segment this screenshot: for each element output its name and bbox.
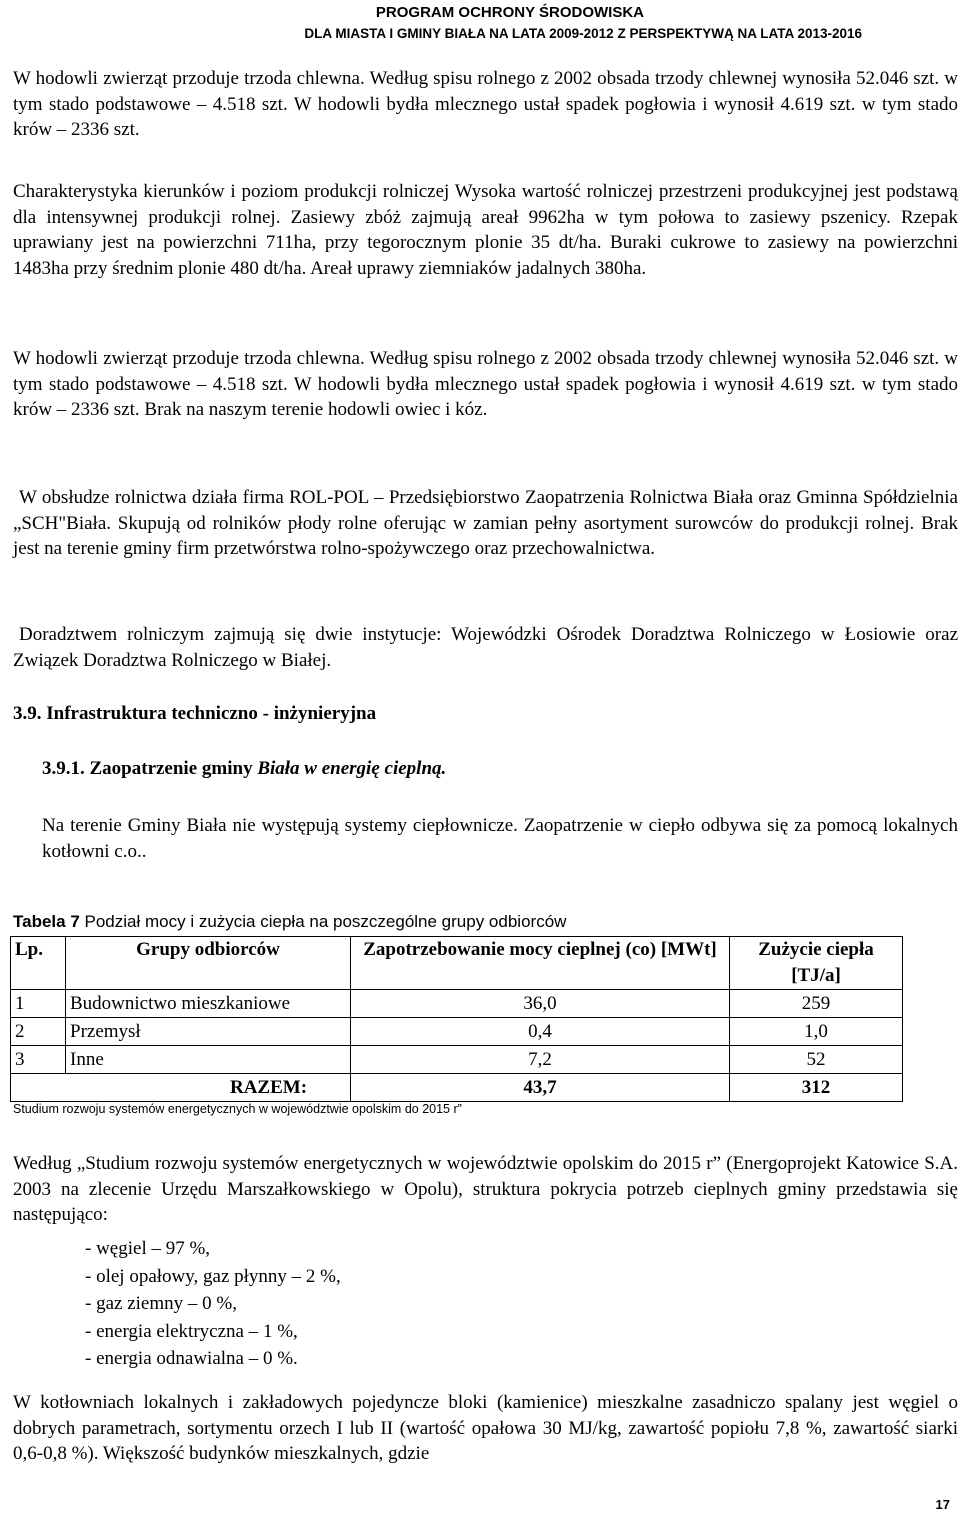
page-number: 17 [935, 1497, 950, 1512]
table-cell: 36,0 [351, 990, 730, 1018]
paragraph-services: W obsłudze rolnictwa działa firma ROL-POL – Przedsiębiorstwo Zaopatrzenia Rolnictwa Biała oraz Gminna Spółdzielnia „SCH"Biała. Skupują od rolników płody rolne oferując w zamian pełny asortyment surowców do produkcji rolnej. Brak jest na terenie gminy firm przetwórstwa rolno-spożywczego oraz przechowalnictwa. [13, 487, 958, 560]
section-heading: 3.9. Infrastruktura techniczno - inżynieryjna [13, 703, 377, 724]
table-source: Studium rozwoju systemów energetycznych w województwie opolskim do 2015 r” [13, 1102, 462, 1116]
list-item: - energia odnawialna – 0 %. [85, 1348, 298, 1369]
paragraph-boilers: W kotłowniach lokalnych i zakładowych pojedyncze bloki (kamienice) mieszkalne zasadniczo spalany jest węgiel o dobrych parametrach, sortymentu orzech I lub II (wartość opałowa 30 MJ/kg, zawartość popiołu 7,8 %, zawartość siarki 0,6-0,8 %). Większość budynków mieszkalnych, gdzie [13, 1392, 958, 1465]
table-cell: 3 [11, 1046, 66, 1074]
paragraph-heating: Na terenie Gminy Biała nie występują systemy ciepłownicze. Zaopatrzenie w ciepło odbywa się za pomocą lokalnych kotłowni c.o.. [42, 815, 958, 862]
paragraph-livestock-2: W hodowli zwierząt przoduje trzoda chlewna. Według spisu rolnego z 2002 obsada trzody chlewnej wynosiła 52.046 szt. w tym stado podstawowe – 4.518 szt. W hodowli bydła mlecznego ustał spadek pogłowia i wynosił 4.619 szt. w tym stado krów – 2336 szt. Brak na naszym terenie hodowli owiec i kóz. [13, 348, 958, 421]
table-cell: 52 [730, 1046, 903, 1074]
table-cell: 259 [730, 990, 903, 1018]
table-header-power: Zapotrzebowanie mocy cieplnej (co) [MWt] [351, 937, 730, 990]
table-caption-label: Tabela 7 [13, 912, 80, 931]
list-item: - energia elektryczna – 1 %, [85, 1320, 298, 1342]
table-cell: Budownictwo mieszkaniowe [66, 990, 351, 1018]
table-header-groups: Grupy odbiorców [66, 937, 351, 990]
paragraph-livestock-1: W hodowli zwierząt przoduje trzoda chlewna. Według spisu rolnego z 2002 obsada trzody chlewnej wynosiła 52.046 szt. w tym stado podstawowe – 4.518 szt. W hodowli bydła mlecznego ustał spadek pogłowia i wynosił 4.619 szt. w tym stado krów – 2336 szt. [13, 68, 958, 141]
header-line-1: PROGRAM OCHRONY ŚRODOWISKA [375, 4, 644, 21]
table-header-consumption: Zużycie ciepła [TJ/a] [730, 937, 903, 990]
list-item: - węgiel – 97 %, [85, 1238, 211, 1259]
table-cell: Inne [66, 1046, 351, 1074]
list-item: - gaz ziemny – 0 %, [85, 1293, 237, 1314]
paragraph-study: Według „Studium rozwoju systemów energetycznych w województwie opolskim do 2015 r” (Energoprojekt Katowice S.A. 2003 na zlecenie Urzędu Marszałkowskiego w Opolu), struktura pokrycia potrzeb cieplnych gminy przedstawia się następująco: [13, 1153, 958, 1226]
table-total-consumption: 312 [730, 1074, 903, 1102]
table-cell: 1,0 [730, 1018, 903, 1046]
subsection-heading [42, 758, 446, 780]
table-cell: 1 [11, 990, 66, 1018]
table-row [11, 990, 903, 1018]
table-total-row [11, 1074, 903, 1102]
table-cell: 0,4 [351, 1018, 730, 1046]
table-caption-text: Podział mocy i zużycia ciepła na poszczególne grupy odbiorców [79, 912, 567, 931]
subsection-heading-italic: Biała w energię cieplną. [257, 758, 447, 779]
table-caption [13, 912, 566, 932]
table-cell: 7,2 [351, 1046, 730, 1074]
table-row [11, 1018, 903, 1046]
paragraph-agriculture: Charakterystyka kierunków i poziom produkcji rolniczej Wysoka wartość rolniczej przestrzeni produkcyjnej jest podstawą dla intensywnej produkcji rolnej. Zasiewy zbóż zajmują areał 9962ha w tym połowa to zasiewy pszenicy. Rzepak uprawiany jest na powierzchni 711ha, przy tegorocznym plonie 35 dt/ha. Buraki cukrowe to zasiewy na powierzchni 1483ha przy średnim plonie 480 dt/ha. Areał uprawy ziemniaków jadalnych 380ha. [13, 181, 958, 280]
table-cell: Przemysł [66, 1018, 351, 1046]
table-row [11, 1046, 903, 1074]
table-total-power: 43,7 [351, 1074, 730, 1102]
table-cell: 2 [11, 1018, 66, 1046]
table-total-label: RAZEM: [11, 1074, 351, 1102]
subsection-heading-prefix: 3.9.1. Zaopatrzenie gminy [42, 758, 258, 779]
fuel-share-list [85, 1235, 341, 1373]
table-header-row [11, 937, 903, 990]
paragraph-advisory: Doradztwem rolniczym zajmują się dwie instytucje: Wojewódzki Ośrodek Doradztwa Rolniczego w Łosiowie oraz Związek Doradztwa Rolniczego w Białej. [13, 624, 958, 671]
list-item: - olej opałowy, gaz płynny – 2 %, [85, 1265, 341, 1287]
header-line-2: DLA MIASTA I GMINY BIAŁA NA LATA 2009-2012 Z PERSPEKTYWĄ NA LATA 2013-2016 [304, 26, 862, 41]
table-header-lp: Lp. [11, 937, 66, 990]
heat-demand-table [10, 936, 903, 1102]
